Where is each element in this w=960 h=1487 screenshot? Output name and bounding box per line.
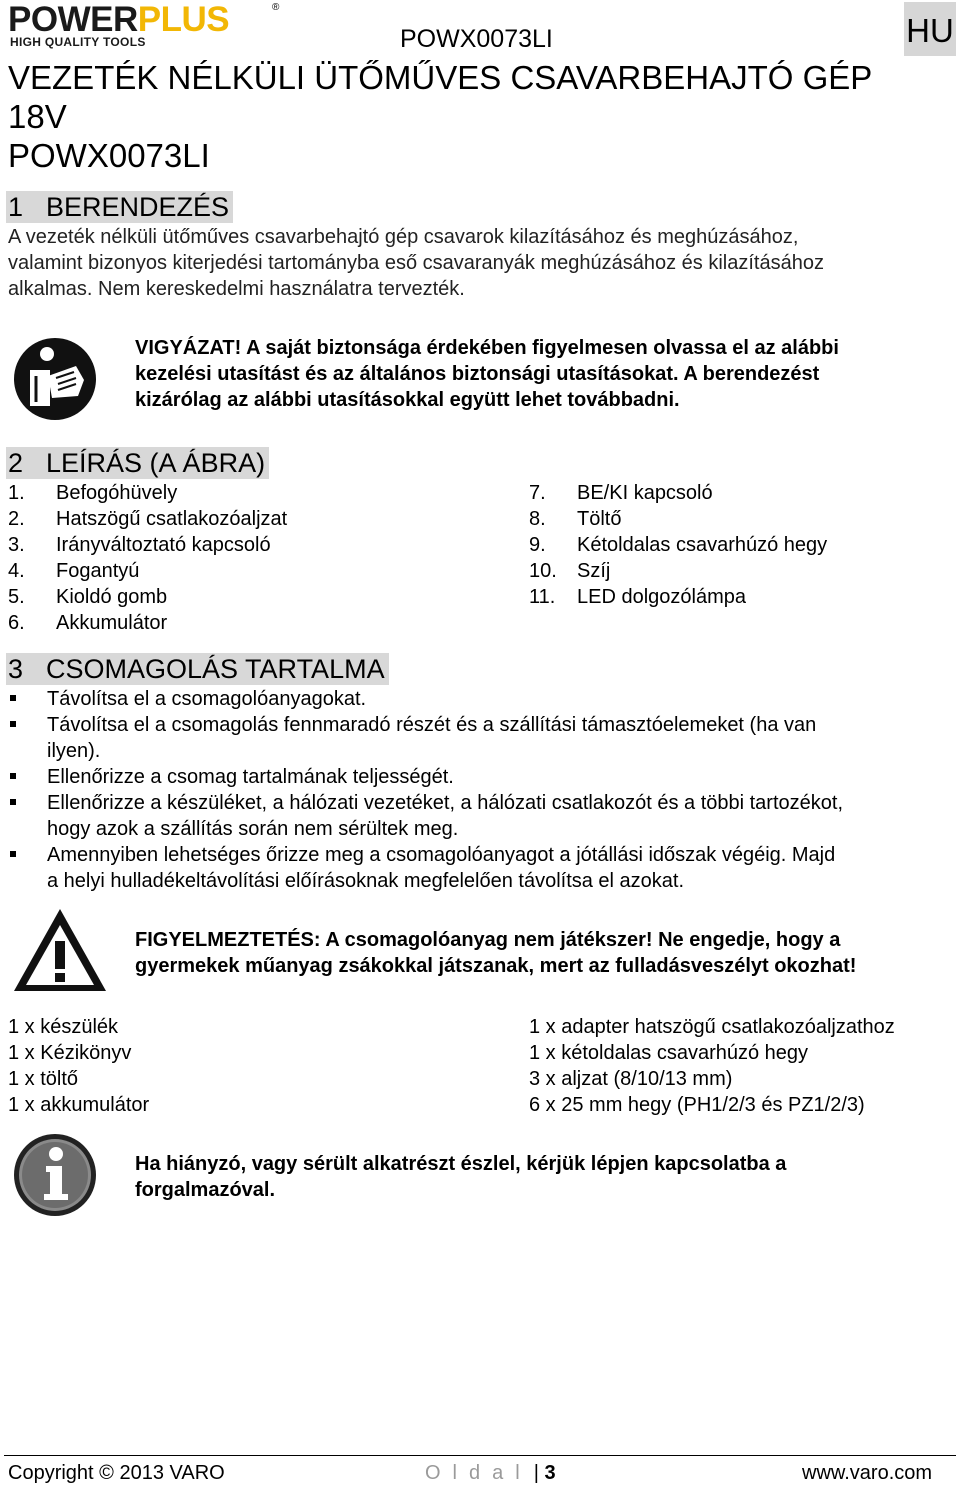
section-heading-equipment bbox=[6, 191, 233, 223]
bullet-item bbox=[8, 764, 953, 790]
paragraph-line: A vezeték nélküli ütőműves csavarbehajtó gép csavarok kilazításához és meghúzásához, bbox=[8, 226, 799, 248]
bullet-line: Távolítsa el a csomagolóanyagokat. bbox=[47, 688, 367, 710]
parts-list-right bbox=[529, 480, 827, 610]
bullet-line: Ellenőrizze a csomag tartalmának teljességét. bbox=[47, 766, 454, 788]
list-item bbox=[529, 506, 827, 532]
logo-registered-mark: ® bbox=[272, 2, 280, 13]
bullet-item bbox=[8, 790, 953, 842]
bullet-square-icon bbox=[8, 686, 47, 712]
item-label: Hatszögű csatlakozóaljzat bbox=[56, 508, 288, 530]
list-item bbox=[8, 532, 287, 558]
item-label: Befogóhüvely bbox=[56, 482, 178, 504]
section-number: 1 bbox=[8, 192, 24, 222]
info-line: forgalmazóval. bbox=[135, 1179, 276, 1201]
page-word: Oldal bbox=[425, 1462, 532, 1484]
bullet-line: hogy azok a szállítás során nem sérültek meg. bbox=[47, 818, 459, 840]
unpacking-bullet-list bbox=[8, 686, 953, 894]
list-item bbox=[8, 610, 287, 636]
section-title: CSOMAGOLÁS TARTALMA bbox=[46, 654, 385, 684]
contents-list-left bbox=[8, 1014, 149, 1118]
info-note bbox=[135, 1151, 786, 1203]
bullet-square-icon bbox=[8, 764, 47, 790]
section-number: 2 bbox=[8, 448, 24, 478]
item-number: 7. bbox=[529, 482, 546, 504]
item-number: 3. bbox=[8, 534, 25, 556]
list-item: 1 x kétoldalas csavarhúzó hegy bbox=[529, 1042, 809, 1064]
page-separator: | bbox=[533, 1462, 539, 1484]
warning-line: FIGYELMEZTETÉS: A csomagolóanyag nem játékszer! Ne engedje, hogy a bbox=[135, 929, 841, 951]
logo-power-text: POWER bbox=[8, 0, 138, 39]
list-item bbox=[529, 558, 827, 584]
section-title: BERENDEZÉS bbox=[46, 192, 230, 222]
paragraph-line: valamint bizonyos kiterjedési tartományba eső csavaranyák meghúzásához és kilazításához bbox=[8, 252, 824, 274]
list-item: 6 x 25 mm hegy (PH1/2/3 és PZ1/2/3) bbox=[529, 1094, 865, 1116]
item-number: 9. bbox=[529, 534, 546, 556]
list-item bbox=[529, 532, 827, 558]
list-item: 1 x Kézikönyv bbox=[8, 1042, 132, 1064]
item-number: 10. bbox=[529, 560, 557, 582]
list-item bbox=[8, 506, 287, 532]
item-number: 1. bbox=[8, 482, 25, 504]
contents-list-right bbox=[529, 1014, 895, 1118]
language-badge: HU bbox=[904, 2, 956, 56]
parts-list-left bbox=[8, 480, 287, 636]
bullet-item bbox=[8, 686, 953, 712]
bullet-square-icon bbox=[8, 790, 47, 842]
list-item bbox=[8, 558, 287, 584]
item-label: Kioldó gomb bbox=[56, 586, 168, 608]
powerplus-logo bbox=[8, 2, 278, 50]
bullet-item bbox=[8, 712, 953, 764]
list-item: 1 x adapter hatszögű csatlakozóaljzathoz bbox=[529, 1016, 895, 1038]
warning-note bbox=[135, 927, 856, 979]
title-line: POWX0073LI bbox=[8, 137, 210, 174]
logo-tagline: HIGH QUALITY TOOLS bbox=[10, 35, 146, 49]
logo-wordmark bbox=[8, 2, 229, 38]
bullet-line: Amennyiben lehetséges őrizze meg a csomagolóanyagot a jótállási időszak végéig. Majd bbox=[47, 844, 836, 866]
header-model-number: POWX0073LI bbox=[400, 25, 553, 53]
item-label: Akkumulátor bbox=[56, 612, 168, 634]
item-label: BE/KI kapcsoló bbox=[577, 482, 713, 504]
item-label: Fogantyú bbox=[56, 560, 140, 582]
list-item bbox=[8, 480, 287, 506]
section-heading-description bbox=[6, 447, 269, 479]
item-number: 4. bbox=[8, 560, 25, 582]
list-item bbox=[529, 480, 827, 506]
bullet-line: Ellenőrizze a készüléket, a hálózati vezetéket, a hálózati csatlakozót és a többi tartozékot, bbox=[47, 792, 843, 814]
section-heading-package-contents bbox=[6, 653, 389, 685]
list-item bbox=[8, 584, 287, 610]
bullet-square-icon bbox=[8, 842, 47, 894]
bullet-item bbox=[8, 842, 953, 894]
intro-paragraph bbox=[8, 224, 948, 302]
list-item: 1 x akkumulátor bbox=[8, 1094, 150, 1116]
paragraph-line: alkalmas. Nem kereskedelmi használatra tervezték. bbox=[8, 278, 465, 300]
item-number: 2. bbox=[8, 508, 25, 530]
title-line: VEZETÉK NÉLKÜLI ÜTŐMŰVES CSAVARBEHAJTÓ GÉP bbox=[8, 59, 873, 96]
caution-line: kezelési utasítást és az általános biztonsági utasításokat. A berendezést bbox=[135, 363, 820, 385]
footer-copyright: Copyright © 2013 VARO bbox=[8, 1462, 225, 1484]
list-item: 3 x aljzat (8/10/13 mm) bbox=[529, 1068, 733, 1090]
item-number: 5. bbox=[8, 586, 25, 608]
caution-line: kizárólag az alábbi utasításokkal együtt lehet továbbadni. bbox=[135, 389, 680, 411]
logo-plus-text: PLUS bbox=[137, 0, 230, 39]
title-line: 18V bbox=[8, 98, 67, 135]
item-label: Irányváltoztató kapcsoló bbox=[56, 534, 271, 556]
caution-line: VIGYÁZAT! A saját biztonsága érdekében figyelmesen olvassa el az alábbi bbox=[135, 337, 839, 359]
item-label: Töltő bbox=[577, 508, 622, 530]
footer-divider bbox=[4, 1455, 956, 1456]
bullet-line: a helyi hulladékeltávolítási előírásoknak megfelelően távolítsa el azokat. bbox=[47, 870, 685, 892]
section-title: LEÍRÁS (A ÁBRA) bbox=[46, 448, 266, 478]
bullet-line: ilyen). bbox=[47, 740, 101, 762]
item-number: 11. bbox=[529, 586, 556, 608]
item-label: Szíj bbox=[577, 560, 611, 582]
read-manual-icon bbox=[12, 336, 98, 422]
list-item: 1 x töltő bbox=[8, 1068, 79, 1090]
list-item bbox=[529, 584, 827, 610]
footer-page bbox=[425, 1460, 556, 1486]
footer-website-link[interactable]: www.varo.com bbox=[802, 1462, 933, 1484]
item-label: LED dolgozólámpa bbox=[577, 586, 746, 608]
bullet-square-icon bbox=[8, 712, 47, 764]
caution-note bbox=[135, 335, 839, 413]
warning-triangle-icon bbox=[10, 905, 110, 995]
item-number: 8. bbox=[529, 508, 546, 530]
item-number: 6. bbox=[8, 612, 25, 634]
warning-line: gyermekek műanyag zsákokkal játszanak, mert az fulladásveszélyt okozhat! bbox=[135, 955, 857, 977]
info-line: Ha hiányzó, vagy sérült alkatrészt észlel, kérjük lépjen kapcsolatba a bbox=[135, 1153, 787, 1175]
section-number: 3 bbox=[8, 654, 24, 684]
item-label: Kétoldalas csavarhúzó hegy bbox=[577, 534, 828, 556]
page-number: 3 bbox=[544, 1462, 556, 1484]
info-icon bbox=[12, 1132, 98, 1218]
bullet-line: Távolítsa el a csomagolás fennmaradó részét és a szállítási támasztóelemeket (ha van bbox=[47, 714, 817, 736]
list-item: 1 x készülék bbox=[8, 1016, 119, 1038]
document-title bbox=[8, 58, 948, 175]
